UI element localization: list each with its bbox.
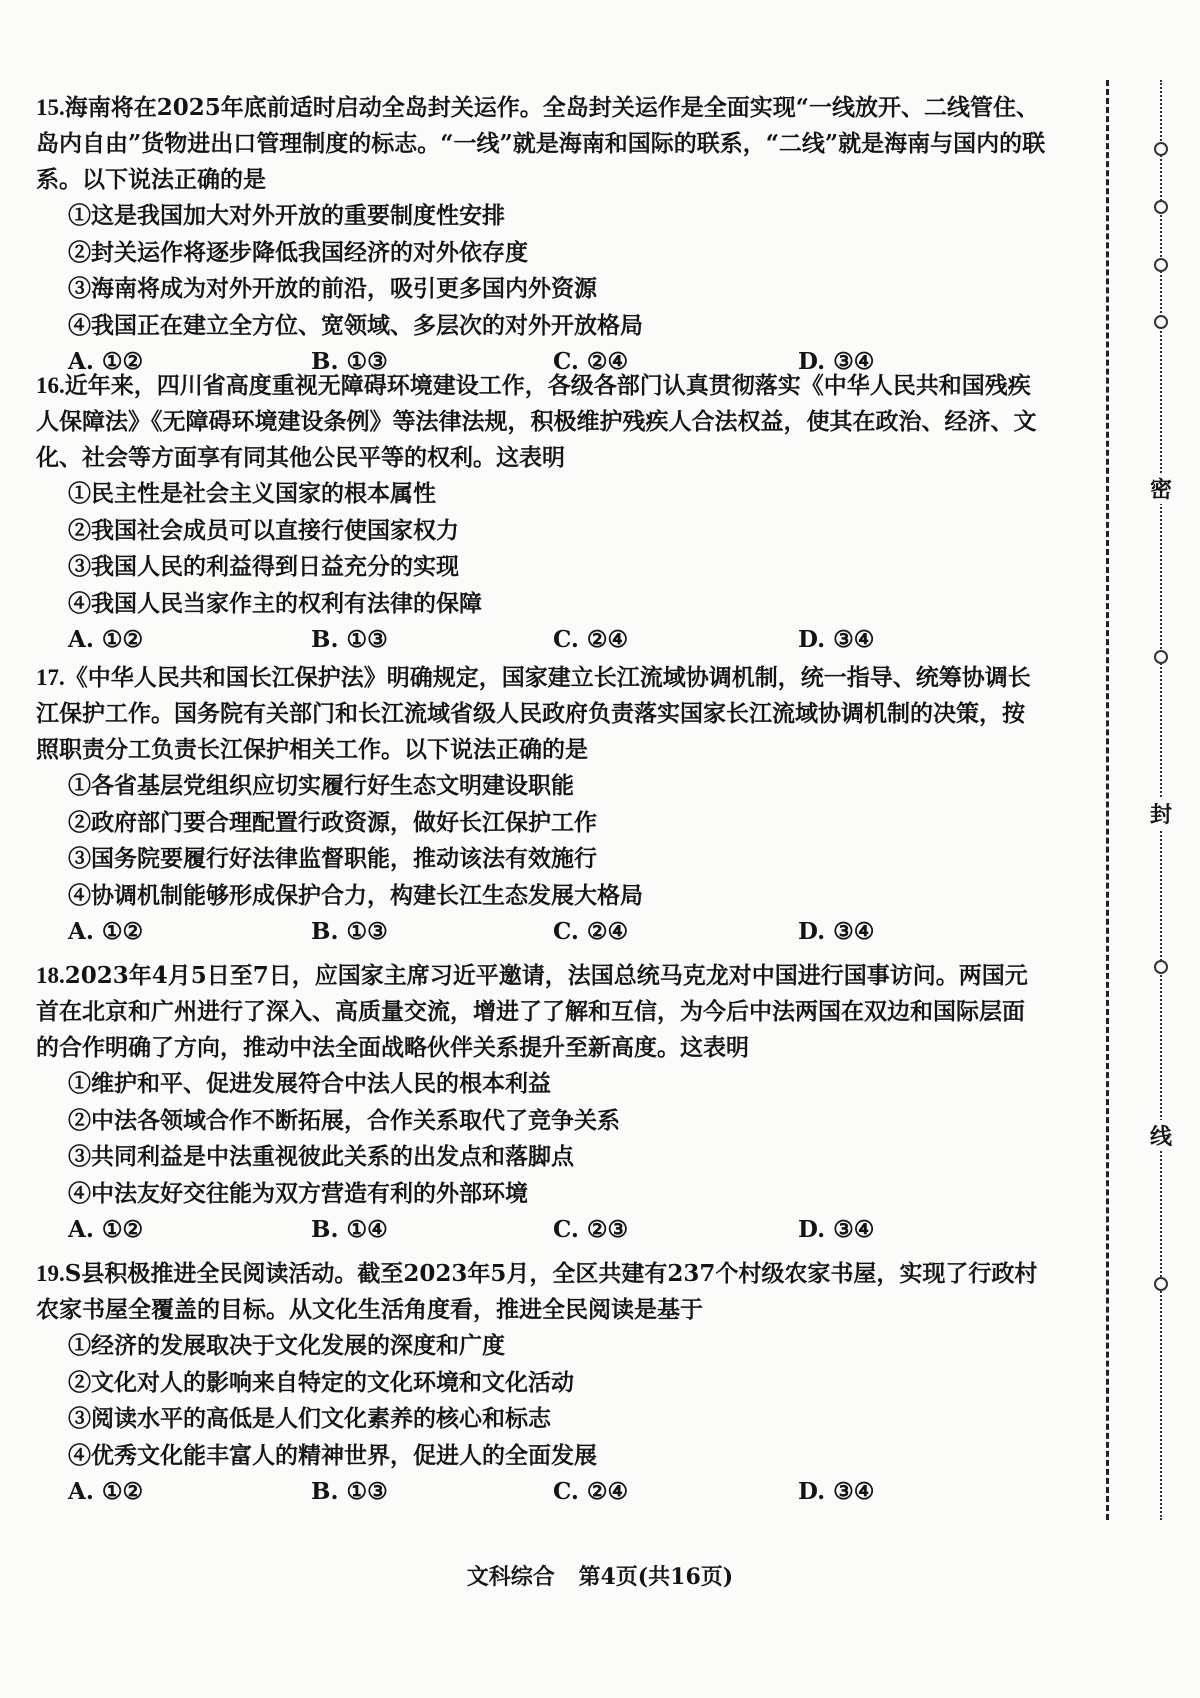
seal-char-mi: 密 bbox=[1148, 473, 1174, 504]
choice-d[interactable]: D. ③④ bbox=[798, 1478, 875, 1505]
choice-c[interactable]: C. ②④ bbox=[553, 1478, 629, 1505]
statement-3: ③国务院要履行好法律监督职能，推动该法有效施行 bbox=[68, 845, 597, 872]
answer-choices bbox=[68, 914, 1046, 950]
statement-2: ②政府部门要合理配置行政资源，做好长江保护工作 bbox=[68, 808, 597, 836]
choice-c[interactable]: C. ②④ bbox=[553, 918, 629, 945]
footer-subject: 文科综合 bbox=[466, 1564, 555, 1590]
question-stem-text: 2023年4月5日至7日，应国家主席习近平邀请，法国总统马克龙对中国进行国事访问。两国元首在北京和广州进行了深入、高质量交流，增进了了解和互信，为今后中法两国在双边和国际层面的合作明确了方向，推动中法全面战略伙伴关系提升至新高度。这表明 bbox=[36, 962, 1028, 1061]
statement-2: ②我国社会成员可以直接行使国家权力 bbox=[68, 516, 459, 544]
punch-hole-icon bbox=[1154, 1277, 1168, 1291]
choice-a[interactable]: A. ①② bbox=[68, 1478, 144, 1505]
question-stem-text: 《中华人民共和国长江保护法》明确规定，国家建立长江流域协调机制，统一指导、统筹协调长江保护工作。国务院有关部门和长江流域省级人民政府负责落实国家长江流域协调机制的决策，按照职责分工负责长江保护相关工作。以下说法正确的是 bbox=[36, 664, 1031, 763]
statement-4: ④中法友好交往能为双方营造有利的外部环境 bbox=[68, 1179, 528, 1207]
page-footer bbox=[0, 1560, 1200, 1591]
statement-1: ①经济的发展取决于文化发展的深度和广度 bbox=[68, 1332, 505, 1359]
answer-choices bbox=[68, 622, 1046, 658]
statement-3: ③海南将成为对外开放的前沿，吸引更多国内外资源 bbox=[68, 275, 597, 302]
question-number: 15. bbox=[36, 95, 65, 120]
question-16 bbox=[36, 368, 1046, 658]
statement-4: ④协调机制能够形成保护合力，构建长江生态发展大格局 bbox=[68, 881, 643, 909]
question-stem bbox=[36, 90, 1046, 198]
statement-3: ③阅读水平的高低是人们文化素养的核心和标志 bbox=[68, 1405, 551, 1432]
seal-char-feng: 封 bbox=[1148, 798, 1174, 829]
statement-2: ②中法各领域合作不断拓展，合作关系取代了竞争关系 bbox=[68, 1106, 620, 1134]
statement-2: ②封关运作将逐步降低我国经济的对外依存度 bbox=[68, 238, 528, 266]
statement-3: ③我国人民的利益得到日益充分的实现 bbox=[68, 553, 459, 580]
statement-4: ④我国正在建立全方位、宽领域、多层次的对外开放格局 bbox=[68, 311, 643, 339]
choice-d[interactable]: D. ③④ bbox=[798, 348, 875, 375]
question-stem bbox=[36, 660, 1046, 768]
question-17 bbox=[36, 660, 1046, 950]
choice-d[interactable]: D. ③④ bbox=[798, 1216, 875, 1243]
footer-page-number: 第4页(共16页) bbox=[578, 1564, 734, 1590]
answer-choices bbox=[68, 1474, 1046, 1510]
punch-hole-icon bbox=[1154, 650, 1168, 664]
choice-b[interactable]: B. ①③ bbox=[311, 1478, 388, 1505]
question-number: 16. bbox=[36, 373, 65, 398]
choice-a[interactable]: A. ①② bbox=[68, 1216, 144, 1243]
question-19 bbox=[36, 1256, 1046, 1510]
punch-hole-icon bbox=[1154, 960, 1168, 974]
choice-b[interactable]: B. ①③ bbox=[311, 918, 388, 945]
statement-1: ①维护和平、促进发展符合中法人民的根本利益 bbox=[68, 1070, 551, 1097]
punch-hole-icon bbox=[1154, 200, 1168, 214]
choice-a[interactable]: A. ①② bbox=[68, 348, 144, 375]
statement-1: ①民主性是社会主义国家的根本属性 bbox=[68, 480, 436, 507]
dashed-line bbox=[1106, 80, 1109, 1520]
seal-char-xian: 线 bbox=[1148, 1120, 1174, 1151]
question-stem bbox=[36, 1256, 1046, 1328]
punch-hole-icon bbox=[1154, 315, 1168, 329]
question-18 bbox=[36, 958, 1046, 1248]
choice-a[interactable]: A. ①② bbox=[68, 626, 144, 653]
question-number: 17. bbox=[36, 665, 65, 690]
choice-d[interactable]: D. ③④ bbox=[798, 626, 875, 653]
choice-c[interactable]: C. ②④ bbox=[553, 626, 629, 653]
punch-hole-icon bbox=[1154, 142, 1168, 156]
question-15 bbox=[36, 90, 1046, 380]
statement-4: ④我国人民当家作主的权利有法律的保障 bbox=[68, 589, 482, 617]
choice-b[interactable]: B. ①④ bbox=[311, 1216, 388, 1243]
choice-a[interactable]: A. ①② bbox=[68, 918, 144, 945]
seal-binding-line bbox=[1100, 80, 1170, 1520]
question-stem-text: 海南将在2025年底前适时启动全岛封关运作。全岛封关运作是全面实现“一线放开、二线管住、岛内自由”货物进出口管理制度的标志。“一线”就是海南和国际的联系，“二线”就是海南与国内的联系。以下说法正确的是 bbox=[36, 94, 1046, 193]
choice-d[interactable]: D. ③④ bbox=[798, 918, 875, 945]
choice-b[interactable]: B. ①③ bbox=[311, 348, 388, 375]
statement-1: ①各省基层党组织应切实履行好生态文明建设职能 bbox=[68, 772, 574, 799]
statement-4: ④优秀文化能丰富人的精神世界，促进人的全面发展 bbox=[68, 1441, 597, 1469]
choice-b[interactable]: B. ①③ bbox=[311, 626, 388, 653]
choice-c[interactable]: C. ②④ bbox=[553, 348, 629, 375]
question-stem-text: S县积极推进全民阅读活动。截至2023年5月，全区共建有237个村级农家书屋，实现了行政村农家书屋全覆盖的目标。从文化生活角度看，推进全民阅读是基于 bbox=[36, 1260, 1038, 1323]
statement-2: ②文化对人的影响来自特定的文化环境和文化活动 bbox=[68, 1368, 574, 1396]
question-stem-text: 近年来，四川省高度重视无障碍环境建设工作，各级各部门认真贯彻落实《中华人民共和国残疾人保障法》《无障碍环境建设条例》等法律法规，积极维护残疾人合法权益，使其在政治、经济、文化、社会等方面享有同其他公民平等的权利。这表明 bbox=[36, 372, 1037, 471]
question-number: 18. bbox=[36, 963, 65, 988]
choice-c[interactable]: C. ②③ bbox=[553, 1216, 629, 1243]
punch-hole-icon bbox=[1154, 258, 1168, 272]
statement-1: ①这是我国加大对外开放的重要制度性安排 bbox=[68, 202, 505, 229]
question-stem bbox=[36, 958, 1046, 1066]
answer-choices bbox=[68, 1212, 1046, 1248]
question-number: 19. bbox=[36, 1261, 65, 1286]
question-stem bbox=[36, 368, 1046, 476]
statement-3: ③共同利益是中法重视彼此关系的出发点和落脚点 bbox=[68, 1143, 574, 1170]
